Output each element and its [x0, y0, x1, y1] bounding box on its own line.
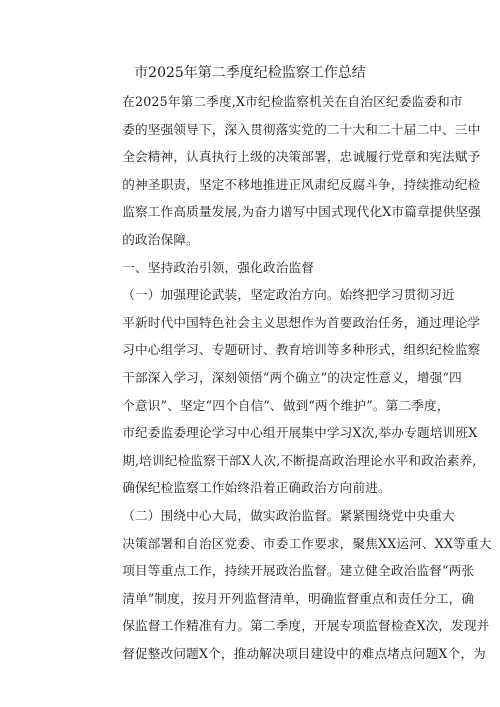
body-paragraph	[97, 281, 481, 502]
text-line: 项目等重点工作，持续开展政治监督。建立健全政治监督“两张	[122, 563, 475, 579]
text-line: 督促整改问题X个，推动解决项目建设中的难点堵点问题X个，为	[122, 645, 486, 661]
text-line: 委的坚强领导下，深入贯彻落实党的二十大和二十届二中、三中	[122, 121, 481, 137]
text-line: 习中心组学习、专题研讨、教育培训等多种形式，组织纪检监察	[122, 342, 481, 358]
text-line: 在2025年第二季度,X市纪检监察机关在自治区纪委监委和市	[122, 94, 463, 109]
text-line: （二）围绕中心大局，做实政治监督。紧紧围绕党中央重大	[122, 507, 455, 523]
text-line: 清单”制度，按月开列监督清单，明确监督重点和责任分工，确	[122, 590, 475, 606]
section-heading-text: 一、坚持政治引领，强化政治监督	[122, 259, 315, 275]
text-line: （一）加强理论武装，坚定政治方向。始终把学习贯彻习近	[122, 287, 455, 303]
text-line: 保监督工作精准有力。第二季度，开展专项监督检查X次，发现并	[122, 618, 490, 634]
text-line: 干部深入学习，深刻领悟“两个确立”的决定性意义，增强“四	[122, 369, 462, 385]
text-line: 全会精神，认真执行上级的决策部署，忠诚履行党章和宪法赋予	[122, 149, 481, 165]
text-line: 的神圣职责，坚定不移地推进正风肃纪反腐斗争，持续推动纪检	[122, 176, 481, 192]
text-line: 个意识”、坚定“四个自信”、做到“两个维护”。第二季度，	[122, 397, 450, 413]
section-heading	[97, 254, 406, 282]
intro-paragraph	[97, 88, 481, 254]
body-paragraph	[97, 502, 492, 668]
document-body	[97, 88, 492, 667]
text-line: 市纪委监委理论学习中心组开展集中学习X次,举办专题培训班X	[122, 425, 478, 441]
text-line: 的政治保障。	[122, 231, 199, 247]
text-line: 决策部署和自治区党委、市委工作要求，聚焦XX运河、XX等重大	[122, 535, 492, 551]
text-line: 平新时代中国特色社会主义思想作为首要政治任务，通过理论学	[122, 314, 481, 330]
text-line: 确保纪检监察工作始终沿着正确政治方向前进。	[122, 480, 391, 496]
text-line: 监察工作高质量发展,为奋力谱写中国式现代化X市篇章提供坚强	[122, 204, 481, 220]
text-line: 期,培训纪检监察干部X人次,不断提高政治理论水平和政治素养,	[122, 452, 477, 468]
document-title: 市2025年第二季度纪检监察工作总结	[134, 65, 366, 81]
